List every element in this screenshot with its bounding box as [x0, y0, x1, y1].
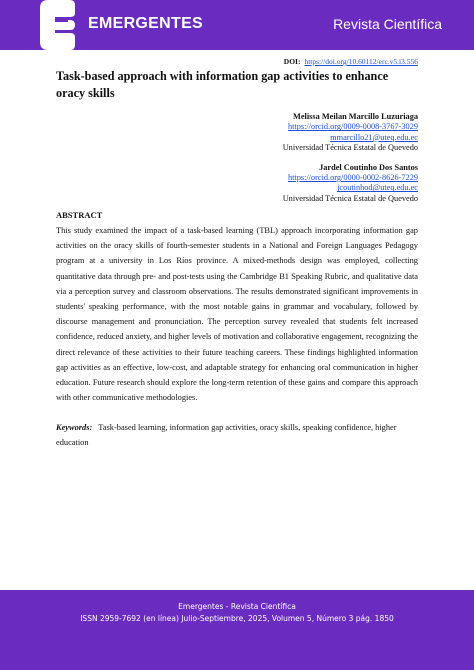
- author-affiliation: Universidad Técnica Estatal de Quevedo: [282, 193, 418, 203]
- doi-link[interactable]: https://doi.org/10.60112/erc.v5.i3.556: [304, 57, 418, 66]
- doi-label: DOI:: [283, 57, 301, 66]
- author-orcid-link[interactable]: https://orcid.org/0000-0002-8626-7229: [287, 173, 418, 183]
- footer-issue-info: ISSN 2959-7692 (en línea) Julio-Septiembre, 2025, Volumen 5, Número 3 pág. 1850: [80, 614, 394, 623]
- journal-logo-icon: [38, 0, 76, 50]
- keywords-line: [56, 420, 418, 450]
- abstract-text: This study examined the impact of a task-based learning (TBL) approach incorporating information gap activities on the oracy skills of fourth-semester students in a National and Foreign Languages Pedagogy program at a university in Los Ríos province. A mixed-methods design was employed, collecting quantitative data through pre- and post-tests using the Cambridge B1 Speaking Rubric, and qualitative data via a perception survey and classroom observations. The results demonstrated significant improvements in students' speaking performance, with the most notable gains in grammar and vocabulary, followed by discourse management and pronunciation. The perception survey revealed that students felt increased confidence, reduced anxiety, and higher levels of motivation and collaborative engagement, recognizing the direct relevance of these activities to their future teaching careers. These findings highlighted information gap activities as an effective, low-cost, and adaptable strategy for enhancing oral communication in higher education. Future research should explore the long-term retention of these gains and compare this approach with other communicative methodologies.: [56, 226, 418, 403]
- footer-journal-name: Emergentes - Revista Científica: [178, 602, 296, 611]
- journal-brand-name: EMERGENTES: [88, 15, 204, 32]
- abstract-heading: ABSTRACT: [56, 210, 103, 220]
- journal-subtitle: Revista Científica: [333, 16, 442, 32]
- keywords-label: Keywords:: [56, 423, 93, 432]
- author-orcid-link[interactable]: https://orcid.org/0009-0008-3767-3029: [287, 122, 418, 132]
- journal-header-banner: [0, 0, 474, 50]
- journal-footer: [0, 590, 474, 670]
- author-email-link[interactable]: mmarcillo21@uteq.edu.ec: [330, 132, 418, 142]
- keywords-text: Task-based learning, information gap activities, oracy skills, speaking confidence, higher education: [56, 423, 397, 448]
- doi-line: [284, 57, 418, 66]
- author-name: Melissa Meilan Marcillo Luzuriaga: [293, 112, 418, 121]
- author-name: Jardel Coutinho Dos Santos: [319, 162, 418, 172]
- author-entry: [158, 163, 418, 205]
- author-block: [158, 112, 418, 213]
- article-title: Task-based approach with information gap activities to enhance oracy skills: [56, 69, 389, 100]
- author-entry: [158, 112, 418, 154]
- author-email-link[interactable]: jcoutinhod@uteq.edu.ec: [337, 183, 418, 193]
- author-affiliation: Universidad Técnica Estatal de Quevedo: [282, 143, 418, 153]
